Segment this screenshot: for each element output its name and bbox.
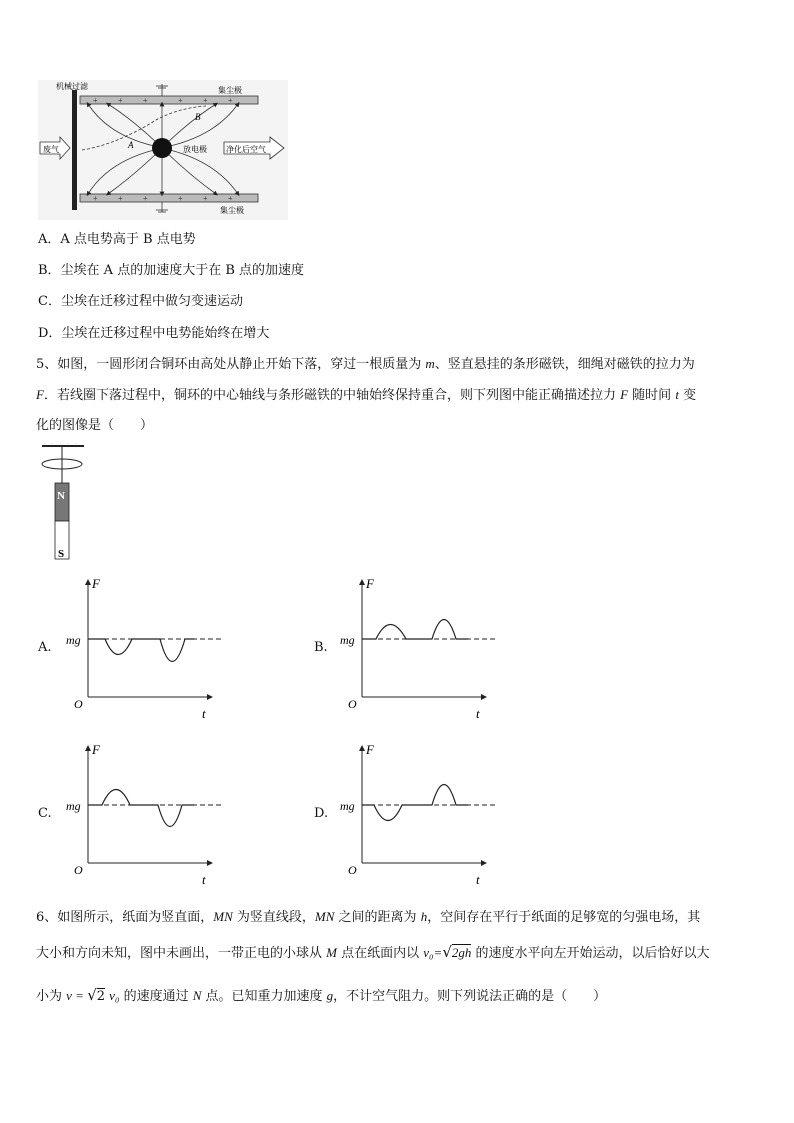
q6-line-1: 6、如图所示，纸面为竖直面，MN 为竖直线段，MN 之间的距离为 h，空间存在平行于纸面的足够宽的匀强电场，其 [36,909,701,925]
svg-text:mg: mg [340,799,355,813]
svg-text:+: + [118,194,123,203]
svg-text:+: + [203,96,208,105]
svg-text:F: F [92,742,100,757]
inlet-label: 废气 [43,145,59,154]
svg-text:t: t [202,706,206,721]
q5-line-1: 5、如图，一圆形闭合铜环由高处从静止开始下落，穿过一根质量为 m、竖直悬挂的条形磁铁，细绳对磁铁的拉力为 [36,356,695,372]
svg-text:t: t [476,872,480,887]
svg-text:O: O [348,863,357,877]
q4-option-c: C．尘埃在迁移过程中做匀变速运动 [38,294,243,309]
q4-option-b: B．尘埃在 A 点的加速度大于在 B 点的加速度 [38,263,305,278]
graph-b-option: B. [314,640,328,655]
svg-text:+: + [93,96,98,105]
svg-text:F: F [366,576,374,591]
svg-text:O: O [74,697,83,711]
q5-line-2: F．若线圈下落过程中，铜环的中心轴线与条形磁铁的中轴始终保持重合，则下列图中能正确描述拉力 F 随时间 t 变 [36,387,697,403]
point-b-label: B [195,112,201,122]
graph-b [334,572,504,722]
svg-text:mg: mg [66,633,81,647]
graph-d [334,738,504,888]
graph-a-option: A. [38,640,52,655]
magnet-s-label: S [58,548,65,560]
svg-text:O: O [348,697,357,711]
q5-line-3: 化的图像是（ ） [36,418,154,433]
magnet-figure [38,443,88,563]
svg-text:+: + [143,96,148,105]
magnet-north [55,483,69,521]
svg-text:+: + [178,96,183,105]
svg-text:+: + [228,96,233,105]
svg-text:+: + [143,194,148,203]
graph-c-option: C. [38,806,52,821]
discharge-electrode [152,138,172,158]
q6-line-3: 小为 v = √2 v₀ 的速度通过 N 点。已知重力加速度 g，不计空气阻力。则下列说法正确的是（ ） [36,986,607,1004]
svg-text:t: t [202,872,206,887]
svg-text:F: F [366,742,374,757]
q4-option-a: A．A 点电势高于 B 点电势 [38,232,196,247]
svg-text:F: F [92,576,100,591]
electrode-label: 放电极 [183,145,207,154]
graph-c [60,738,230,888]
filter-label: 机械过滤 [56,82,88,91]
svg-text:mg: mg [340,633,355,647]
graph-a [60,572,230,722]
graph-d-option: D. [314,806,329,821]
svg-text:+: + [178,194,183,203]
svg-text:+: + [203,194,208,203]
q4-option-d: D．尘埃在迁移过程中电势能始终在增大 [38,326,270,341]
precipitator-figure [38,80,288,220]
q6-line-2: 大小和方向未知，图中未画出，一带正电的小球从 M 点在纸面内以 v₀=√2gh 的速度水平向左开始运动，以后恰好以大 [36,943,710,961]
svg-text:O: O [74,863,83,877]
collector-label-top: 集尘极 [218,86,242,95]
svg-text:mg: mg [66,799,81,813]
svg-text:t: t [476,706,480,721]
svg-text:+: + [118,96,123,105]
filter-wall [72,90,77,210]
svg-text:+: + [228,194,233,203]
svg-text:+: + [93,194,98,203]
collector-label-bottom: 集尘极 [220,206,244,215]
outlet-label: 净化后空气 [226,145,266,154]
magnet-n-label: N [57,490,65,502]
point-a-label: A [128,140,134,150]
